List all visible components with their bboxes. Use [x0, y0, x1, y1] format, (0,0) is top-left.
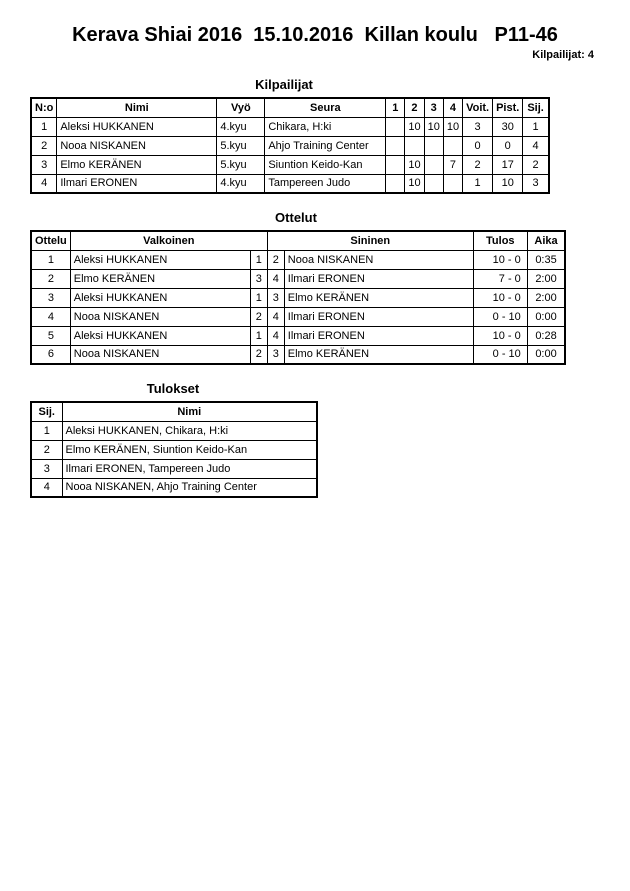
tulokset-row	[31, 421, 317, 440]
column-header-no: N:o	[31, 98, 57, 117]
cell-blue-number: 4	[267, 269, 284, 288]
ottelut-row	[31, 250, 565, 269]
cell-voit: 0	[463, 136, 493, 155]
cell-match-number: 1	[31, 250, 70, 269]
cell-white-number: 1	[250, 326, 267, 345]
cell-blue-name: Ilmari ERONEN	[284, 269, 473, 288]
cell-blue-name: Ilmari ERONEN	[284, 307, 473, 326]
cell-white-name: Elmo KERÄNEN	[70, 269, 250, 288]
cell-nimi: Ilmari ERONEN	[57, 174, 217, 193]
ottelut-row	[31, 307, 565, 326]
column-header-sij: Sij.	[523, 98, 549, 117]
cell-tulos: 10 - 0	[473, 288, 527, 307]
column-header-pist: Pist.	[493, 98, 523, 117]
ottelut-row	[31, 269, 565, 288]
column-header-sininen: Sininen	[267, 231, 473, 250]
tulokset-row	[31, 459, 317, 478]
cell-blue-name: Elmo KERÄNEN	[284, 345, 473, 364]
kilpailijat-row	[31, 136, 549, 155]
cell-pist: 0	[493, 136, 523, 155]
cell-score-vs-1	[386, 155, 405, 174]
kilpailijat-table	[30, 97, 550, 194]
cell-name-club: Ilmari ERONEN, Tampereen Judo	[62, 459, 317, 478]
column-header-2: 2	[405, 98, 424, 117]
ottelut-row	[31, 345, 565, 364]
cell-tulos: 10 - 0	[473, 326, 527, 345]
kilpailijat-row	[31, 117, 549, 136]
cell-score-vs-2: 10	[405, 155, 424, 174]
cell-match-number: 2	[31, 269, 70, 288]
cell-vyo: 4.kyu	[217, 117, 265, 136]
kilpailijat-section-heading: Kilpailijat	[255, 77, 313, 92]
column-header-4: 4	[443, 98, 462, 117]
cell-blue-name: Elmo KERÄNEN	[284, 288, 473, 307]
cell-aika: 0:28	[527, 326, 565, 345]
cell-placement: 1	[31, 421, 62, 440]
tulokset-row	[31, 440, 317, 459]
cell-vyo: 4.kyu	[217, 174, 265, 193]
tulokset-row	[31, 478, 317, 497]
cell-score-vs-4	[443, 174, 462, 193]
cell-vyo: 5.kyu	[217, 136, 265, 155]
cell-white-number: 1	[250, 288, 267, 307]
column-header-vyo: Vyö	[217, 98, 265, 117]
cell-score-vs-4: 10	[443, 117, 462, 136]
cell-score-vs-2: 10	[405, 174, 424, 193]
cell-nimi: Nooa NISKANEN	[57, 136, 217, 155]
cell-placement: 4	[31, 478, 62, 497]
ottelut-row	[31, 288, 565, 307]
cell-aika: 0:00	[527, 307, 565, 326]
column-header-sij: Sij.	[31, 402, 62, 421]
column-header-ottelu: Ottelu	[31, 231, 70, 250]
cell-score-vs-1	[386, 174, 405, 193]
cell-white-name: Aleksi HUKKANEN	[70, 326, 250, 345]
kilpailijat-row	[31, 174, 549, 193]
cell-white-number: 2	[250, 307, 267, 326]
cell-voit: 2	[463, 155, 493, 174]
ottelut-header-row	[31, 231, 565, 250]
cell-tulos: 10 - 0	[473, 250, 527, 269]
cell-blue-name: Ilmari ERONEN	[284, 326, 473, 345]
cell-blue-number: 4	[267, 307, 284, 326]
cell-white-name: Nooa NISKANEN	[70, 307, 250, 326]
ottelut-section-heading: Ottelut	[275, 210, 317, 225]
cell-score-vs-4	[443, 136, 462, 155]
cell-aika: 0:35	[527, 250, 565, 269]
cell-match-number: 3	[31, 288, 70, 307]
cell-sij: 3	[523, 174, 549, 193]
cell-voit: 3	[463, 117, 493, 136]
cell-match-number: 6	[31, 345, 70, 364]
column-header-nimi: Nimi	[62, 402, 317, 421]
cell-aika: 2:00	[527, 269, 565, 288]
cell-pist: 17	[493, 155, 523, 174]
column-header-1: 1	[386, 98, 405, 117]
cell-blue-number: 3	[267, 288, 284, 307]
cell-nimi: Aleksi HUKKANEN	[57, 117, 217, 136]
cell-sij: 1	[523, 117, 549, 136]
ottelut-row	[31, 326, 565, 345]
cell-white-number: 1	[250, 250, 267, 269]
cell-seura: Chikara, H:ki	[265, 117, 386, 136]
cell-sij: 4	[523, 136, 549, 155]
cell-score-vs-3	[424, 174, 443, 193]
column-header-seura: Seura	[265, 98, 386, 117]
competitor-count-label: Kilpailijat: 4	[532, 49, 594, 61]
cell-score-vs-2	[405, 136, 424, 155]
cell-pist: 10	[493, 174, 523, 193]
cell-tulos: 0 - 10	[473, 307, 527, 326]
cell-score-vs-3	[424, 155, 443, 174]
column-header-tulos: Tulos	[473, 231, 527, 250]
cell-match-number: 4	[31, 307, 70, 326]
cell-score-vs-2: 10	[405, 117, 424, 136]
cell-blue-number: 3	[267, 345, 284, 364]
cell-tulos: 0 - 10	[473, 345, 527, 364]
column-header-voit: Voit.	[463, 98, 493, 117]
cell-name-club: Nooa NISKANEN, Ahjo Training Center	[62, 478, 317, 497]
cell-white-name: Nooa NISKANEN	[70, 345, 250, 364]
cell-seura: Tampereen Judo	[265, 174, 386, 193]
kilpailijat-row	[31, 155, 549, 174]
cell-seura: Ahjo Training Center	[265, 136, 386, 155]
cell-blue-name: Nooa NISKANEN	[284, 250, 473, 269]
cell-placement: 3	[31, 459, 62, 478]
cell-no: 2	[31, 136, 57, 155]
cell-score-vs-4: 7	[443, 155, 462, 174]
cell-match-number: 5	[31, 326, 70, 345]
column-header-nimi: Nimi	[57, 98, 217, 117]
tulokset-table	[30, 401, 318, 498]
cell-nimi: Elmo KERÄNEN	[57, 155, 217, 174]
tulokset-section-heading: Tulokset	[146, 381, 200, 396]
page-title: Kerava Shiai 2016 15.10.2016 Killan koulu P11-46	[72, 24, 558, 46]
cell-white-number: 3	[250, 269, 267, 288]
cell-voit: 1	[463, 174, 493, 193]
cell-score-vs-1	[386, 136, 405, 155]
cell-score-vs-1	[386, 117, 405, 136]
cell-name-club: Aleksi HUKKANEN, Chikara, H:ki	[62, 421, 317, 440]
column-header-aika: Aika	[527, 231, 565, 250]
cell-vyo: 5.kyu	[217, 155, 265, 174]
cell-tulos: 7 - 0	[473, 269, 527, 288]
cell-blue-number: 4	[267, 326, 284, 345]
cell-aika: 2:00	[527, 288, 565, 307]
column-header-valkoinen: Valkoinen	[70, 231, 267, 250]
cell-aika: 0:00	[527, 345, 565, 364]
cell-score-vs-3: 10	[424, 117, 443, 136]
cell-sij: 2	[523, 155, 549, 174]
cell-name-club: Elmo KERÄNEN, Siuntion Keido-Kan	[62, 440, 317, 459]
cell-no: 4	[31, 174, 57, 193]
cell-no: 3	[31, 155, 57, 174]
kilpailijat-header-row	[31, 98, 549, 117]
cell-white-number: 2	[250, 345, 267, 364]
tulokset-header-row	[31, 402, 317, 421]
ottelut-table	[30, 230, 566, 365]
cell-pist: 30	[493, 117, 523, 136]
cell-score-vs-3	[424, 136, 443, 155]
cell-blue-number: 2	[267, 250, 284, 269]
cell-white-name: Aleksi HUKKANEN	[70, 250, 250, 269]
cell-white-name: Aleksi HUKKANEN	[70, 288, 250, 307]
column-header-3: 3	[424, 98, 443, 117]
cell-seura: Siuntion Keido-Kan	[265, 155, 386, 174]
cell-placement: 2	[31, 440, 62, 459]
cell-no: 1	[31, 117, 57, 136]
